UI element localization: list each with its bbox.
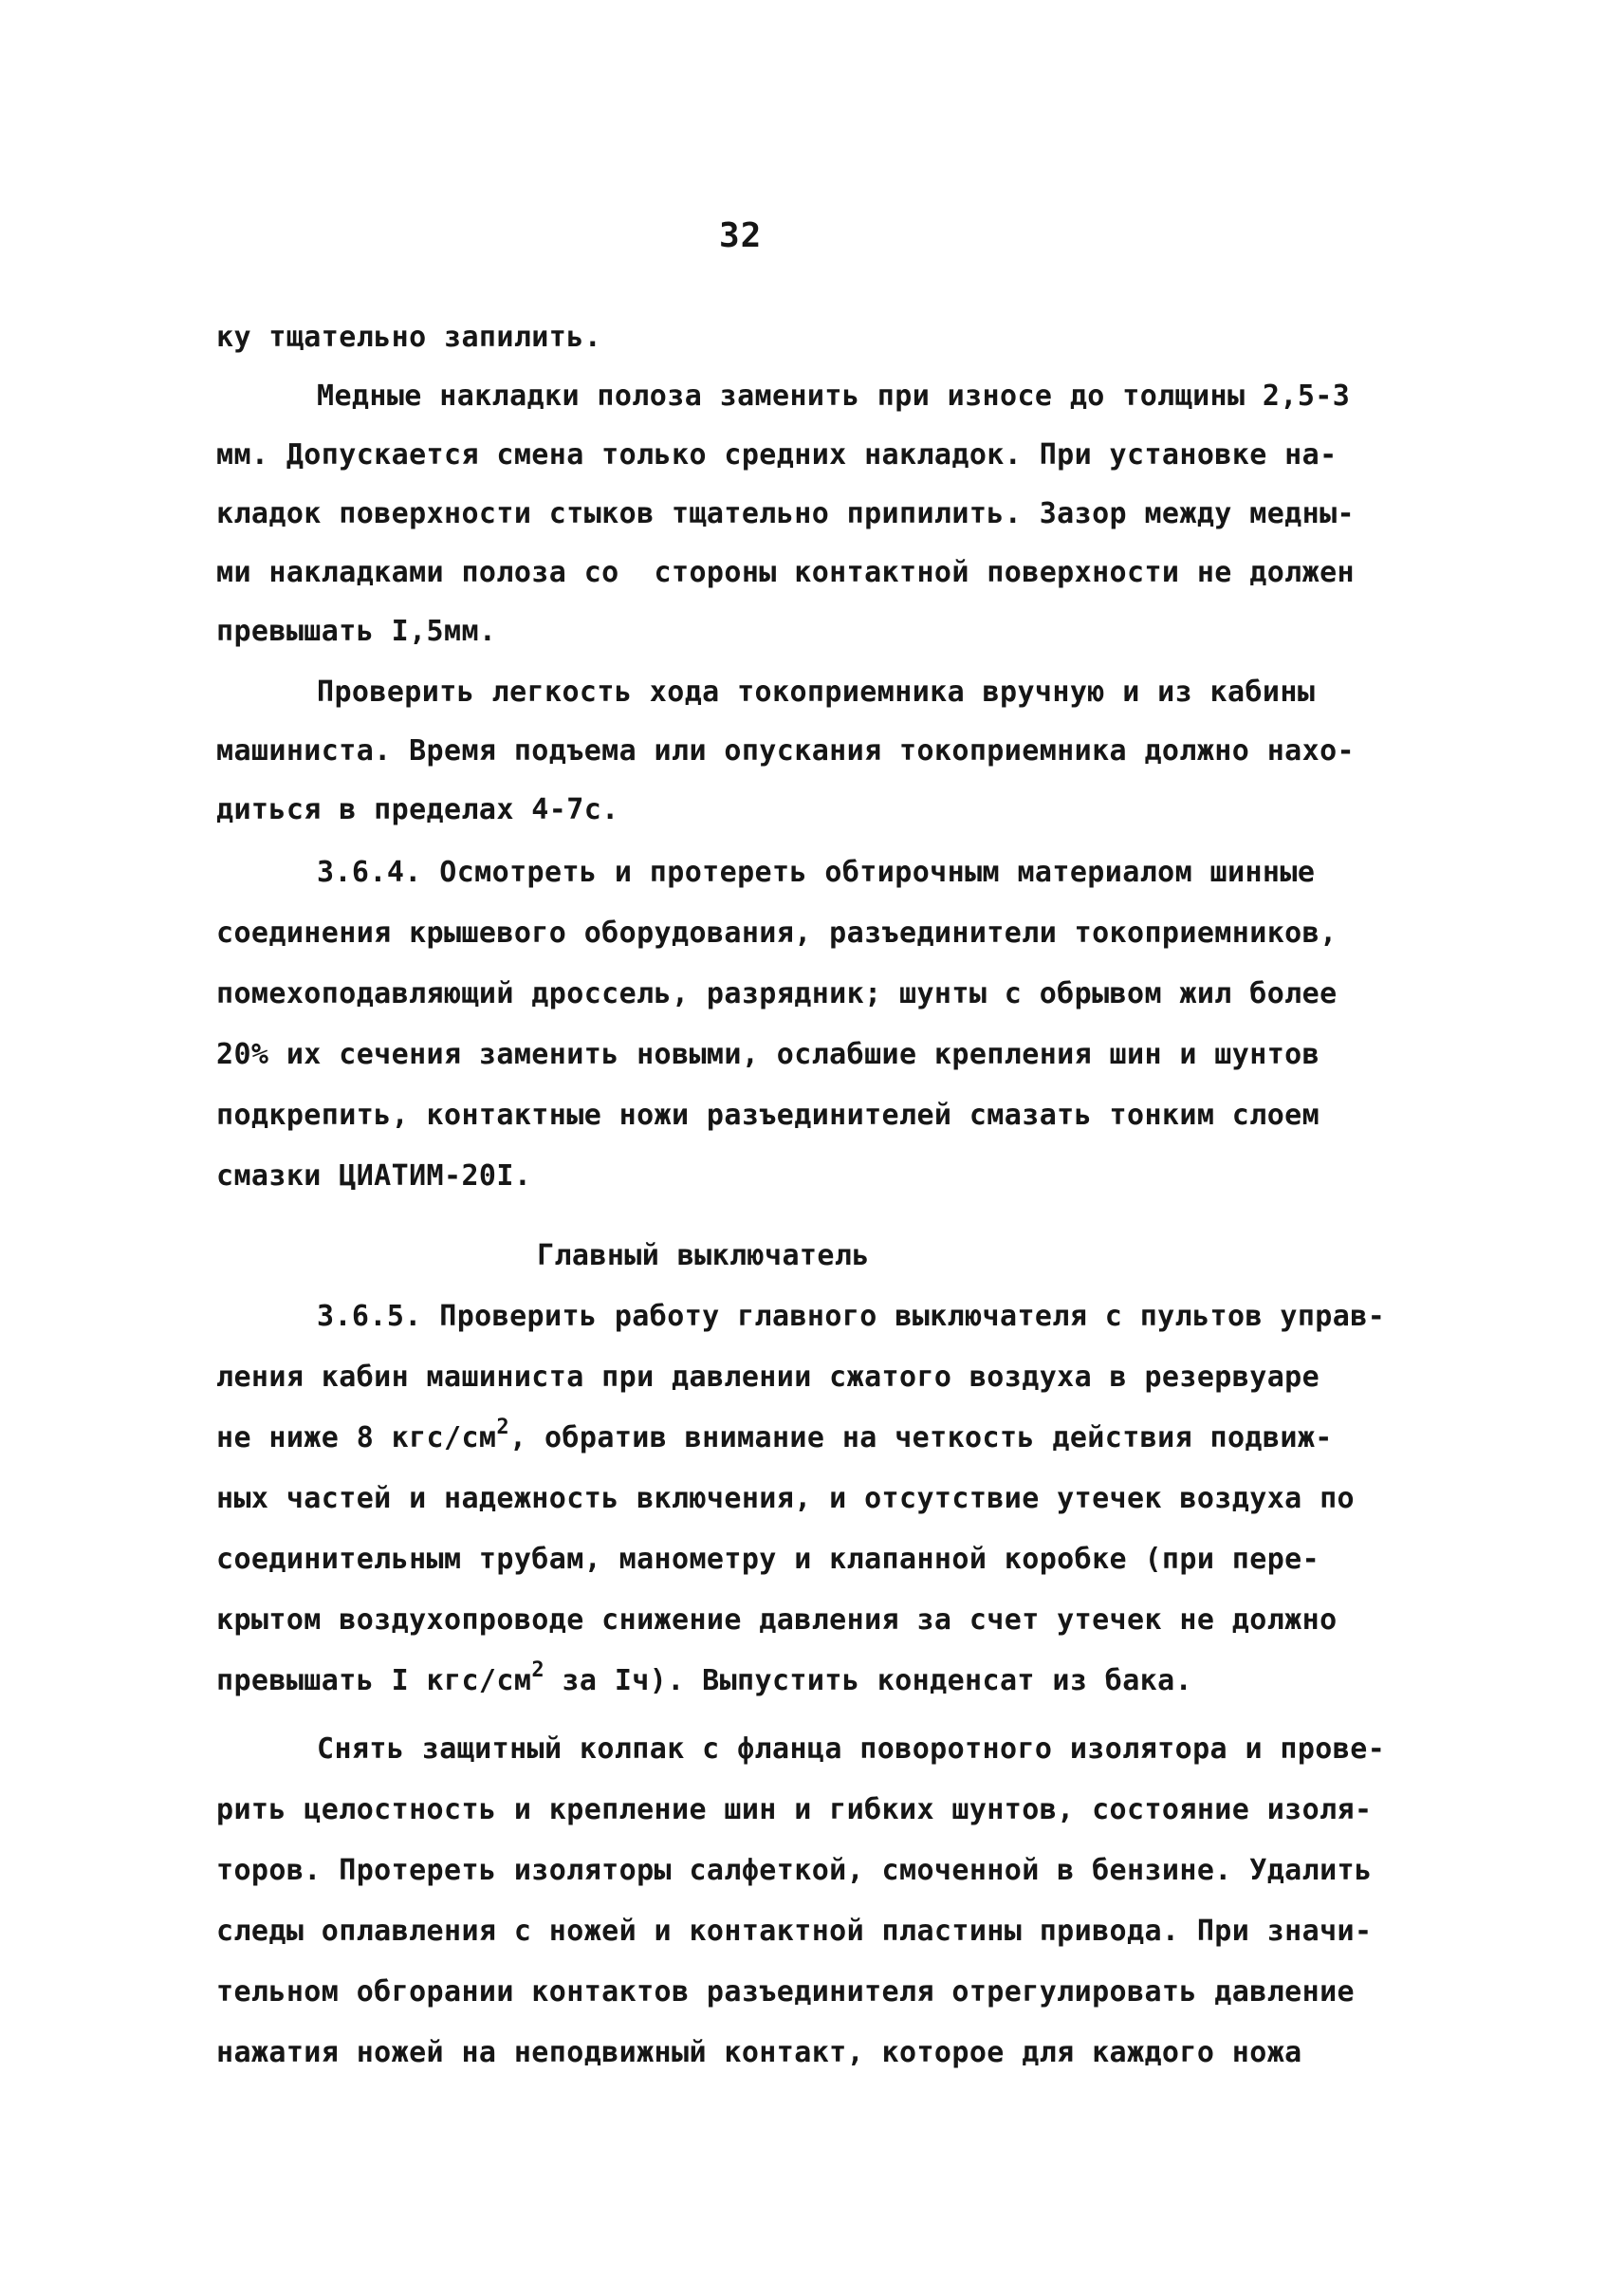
text-line: ных частей и надежность включения, и отсутствие утечек воздуха по xyxy=(216,1482,1355,1515)
superscript: 2 xyxy=(531,1658,544,1682)
text-segment: превышать I кгс/см xyxy=(216,1664,532,1697)
text-line: ми накладками полоза со стороны контактной поверхности не должен xyxy=(216,556,1355,589)
text-line: соединительным трубам, манометру и клапанной коробке (при пере- xyxy=(216,1543,1320,1576)
text-line: машиниста. Время подъема или опускания токоприемника должно нахо- xyxy=(216,734,1355,768)
text-line: 20% их сечения заменить новыми, ослабшие крепления шин и шунтов xyxy=(216,1038,1320,1071)
text-line: диться в пределах 4-7с. xyxy=(216,793,619,826)
text-line: мм. Допускается смена только средних накладок. При установке на- xyxy=(216,438,1338,472)
text-line: ку тщательно запилить. xyxy=(216,321,602,354)
text-line: превышать I,5мм. xyxy=(216,615,497,648)
text-line: подкрепить, контактные ножи разъединителей смазать тонким слоем xyxy=(216,1099,1320,1132)
text-segment: , обратив внимание на четкость действия подвиж- xyxy=(509,1421,1333,1454)
text-line: следы оплавления с ножей и контактной пластины привода. При значи- xyxy=(216,1915,1373,1948)
text-line: нажатия ножей на неподвижный контакт, которое для каждого ножа xyxy=(216,2036,1302,2069)
section-3-6-4-first-line: 3.6.4. Осмотреть и протереть обтирочным материалом шинные xyxy=(317,856,1316,889)
text-line xyxy=(216,1658,1193,1697)
page-number: 32 xyxy=(719,216,763,255)
superscript: 2 xyxy=(496,1416,510,1439)
text-line xyxy=(216,1416,1333,1454)
text-line: смазки ЦИАТИМ-20I. xyxy=(216,1159,532,1193)
text-segment: за Iч). Выпустить конденсат из бака. xyxy=(544,1664,1193,1697)
text-line: ления кабин машиниста при давлении сжатого воздуха в резервуаре xyxy=(216,1361,1320,1394)
paragraph-first-line: Медные накладки полоза заменить при износе до толщины 2,5-3 xyxy=(317,380,1351,413)
text-line: торов. Протереть изоляторы салфеткой, смоченной в бензине. Удалить xyxy=(216,1854,1373,1887)
text-line: соединения крышевого оборудования, разъединители токоприемников, xyxy=(216,917,1338,950)
text-line: кладок поверхности стыков тщательно припилить. Зазор между медны- xyxy=(216,497,1355,530)
section-3-6-5-first-line: 3.6.5. Проверить работу главного выключателя с пультов управ- xyxy=(317,1300,1386,1333)
text-line: крытом воздухопроводе снижение давления за счет утечек не должно xyxy=(216,1603,1338,1637)
text-line: тельном обгорании контактов разъединителя отрегулировать давление xyxy=(216,1975,1355,2009)
paragraph-first-line: Снять защитный колпак с фланца поворотного изолятора и прове- xyxy=(317,1732,1386,1766)
paragraph-first-line: Проверить легкость хода токоприемника вручную и из кабины xyxy=(317,676,1316,709)
section-heading: Главный выключатель xyxy=(537,1239,870,1272)
text-segment: не ниже 8 кгс/см xyxy=(216,1421,497,1454)
text-line: помехоподавляющий дроссель, разрядник; шунты с обрывом жил более xyxy=(216,977,1338,1010)
text-line: рить целостность и крепление шин и гибких шунтов, состояние изоля- xyxy=(216,1793,1373,1826)
